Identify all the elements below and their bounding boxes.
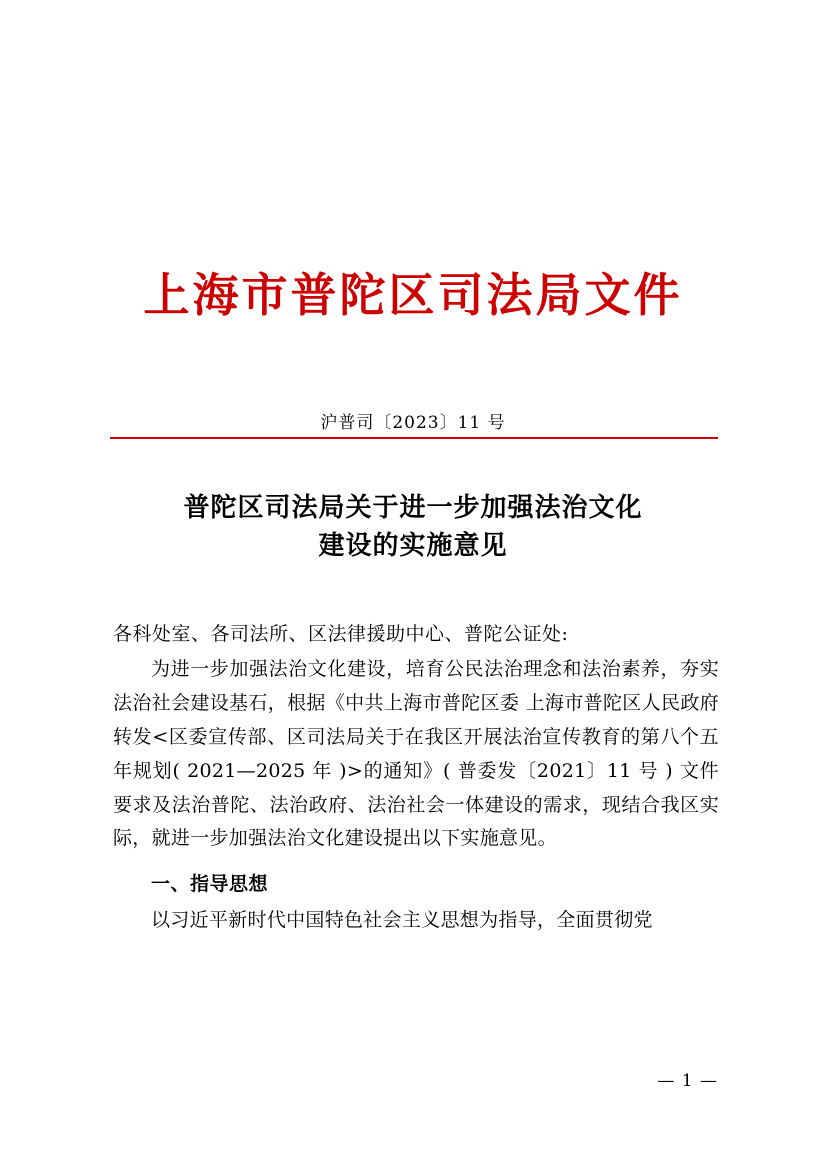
page-number: — 1 — bbox=[657, 1071, 718, 1091]
salutation: 各科处室、各司法所、区法律援助中心、普陀公证处: bbox=[113, 623, 569, 645]
body-paragraph-2: 以习近平新时代中国特色社会主义思想为指导，全面贯彻党 bbox=[151, 908, 653, 931]
masthead bbox=[0, 268, 826, 323]
masthead-title: 上海市普陀区司法局文件 bbox=[143, 268, 683, 322]
document-number: 沪普司〔2023〕11 号 bbox=[320, 413, 506, 433]
page-title-line-2: 建设的实施意见 bbox=[318, 530, 508, 561]
document-body bbox=[113, 618, 719, 938]
body-paragraph-1: 为进一步加强法治文化建设，培育公民法治理念和法治素养，夯实法治社会建设基石，根据《中共上海市普陀区委 上海市普陀区人民政府转发<区委宣传部、区司法局关于在我区开展法治宣传教育的第八个五年规划( 2021—2025 年 )>的通知》( 普委发〔2021〕11 号 ) 文件要求及法治普陀、法治政府、法治社会一体建设的需求，现结合我区实际，就进一步加强法治文化建设提出以下实施意见。 bbox=[113, 658, 719, 850]
page-title-line-1: 普陀区司法局关于进一步加强法治文化 bbox=[183, 493, 643, 523]
page-title bbox=[113, 490, 713, 565]
red-divider-rule bbox=[110, 437, 718, 439]
section-heading-1: 一、指导思想 bbox=[151, 873, 269, 896]
